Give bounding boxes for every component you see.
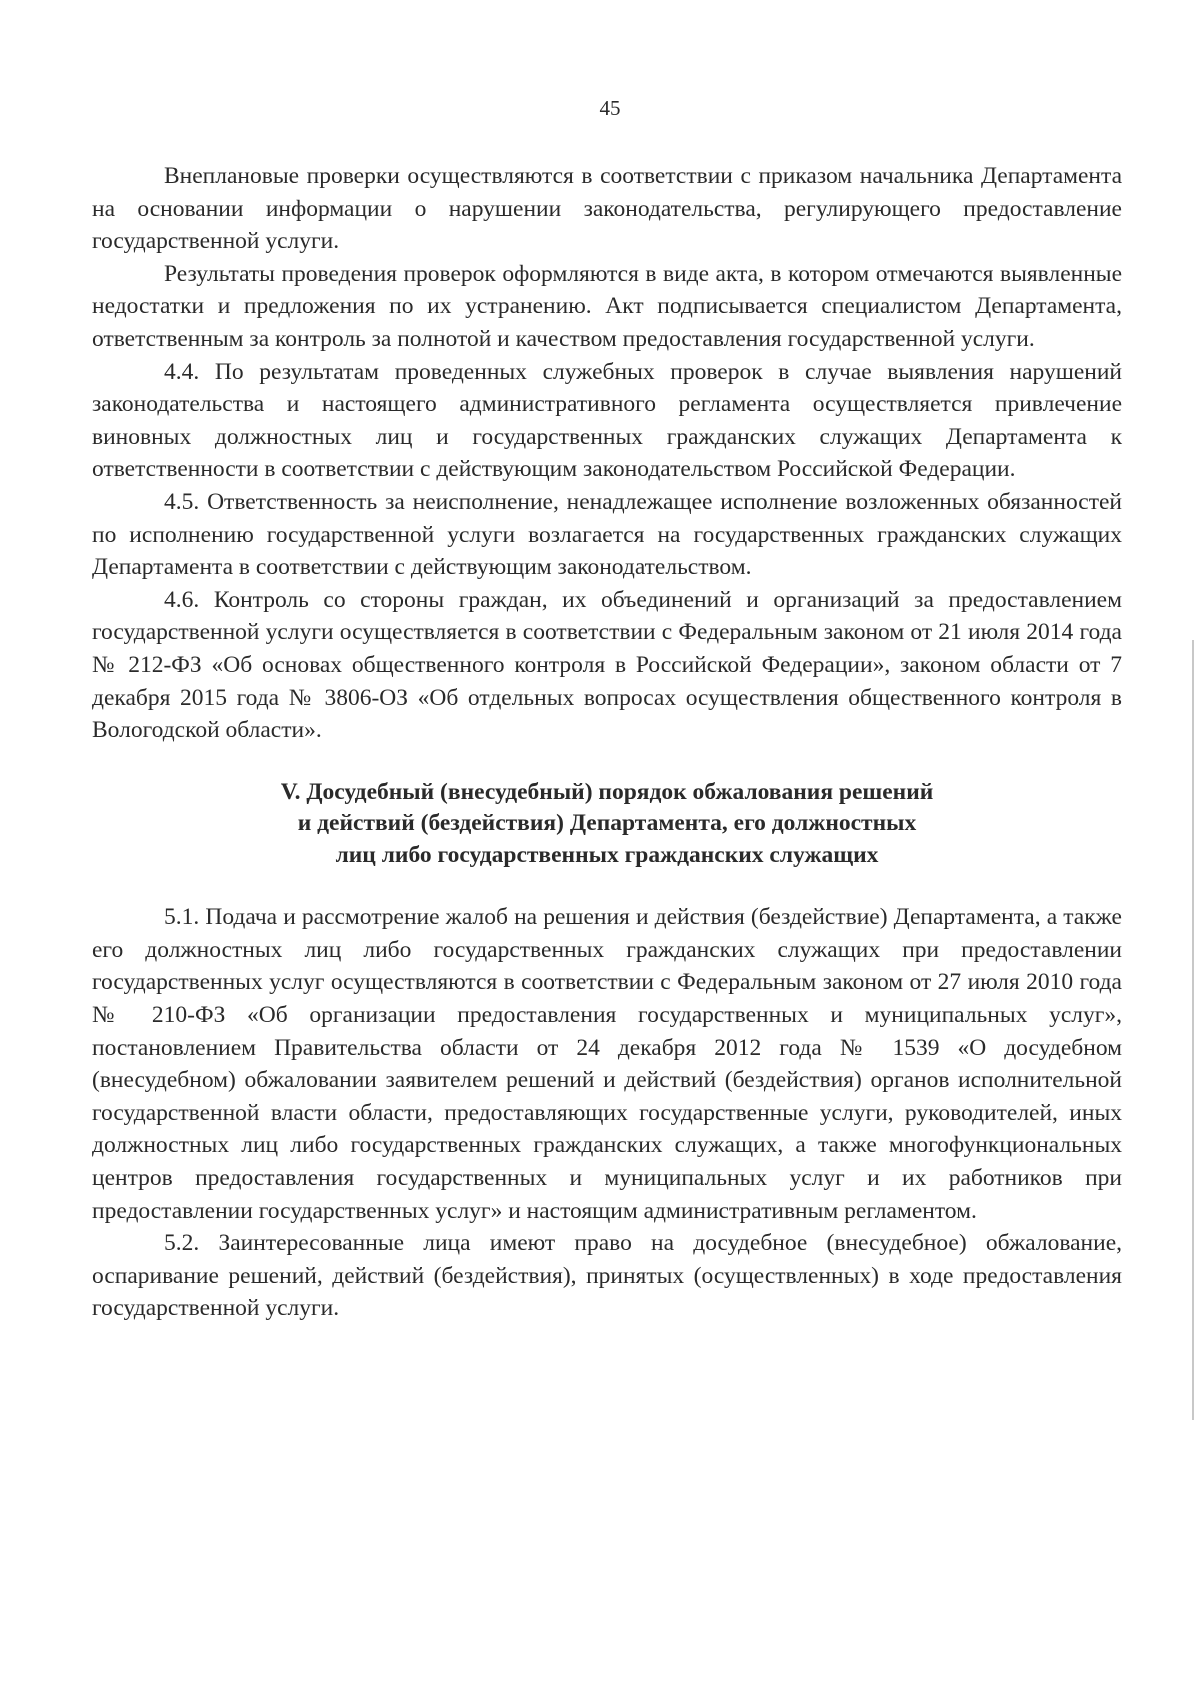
section-heading-line-2: и действий (бездействия) Департамента, его должностных	[297, 810, 917, 837]
paragraph-inspection-results: Результаты проведения проверок оформляются в виде акта, в котором отмечаются выявленные недостатки и предложения по их устранению. Акт подписывается специалистом Департамента, ответственным за контроль за полнотой и качеством предоставления государственной услуги.	[92, 260, 1122, 352]
paragraph-4-4: 4.4. По результатам проведенных служебных проверок в случае выявления нарушений законодательства и настоящего административного регламента осуществляется привлечение виновных должностных лиц и государственных гражданских служащих Департамента к ответственности в соответствии с действующим законодательством Российской Федерации.	[92, 358, 1122, 483]
section-heading-line-1: V. Досудебный (внесудебный) порядок обжалования решений	[280, 778, 934, 805]
paragraph-5-1: 5.1. Подача и рассмотрение жалоб на решения и действия (бездействие) Департамента, а также его должностных лиц либо государственных гражданских служащих при предоставлении государственных услуг осуществляются в соответствии с Федеральным законом от 27 июля 2010 года № 210-ФЗ «Об организации предоставления государственных и муниципальных услуг», постановлением Правительства области от 24 декабря 2012 года № 1539 «О досудебном (внесудебном) обжаловании заявителем решений и действий (бездействия) органов исполнительной государственной власти области, предоставляющих государственные услуги, руководителей, иных должностных лиц либо государственных гражданских служащих, а также многофункциональных центров предоставления государственных и муниципальных услуг и их работников при предоставлении государственных услуг» и настоящим административным регламентом.	[92, 904, 1122, 1224]
page-number: 45	[599, 96, 621, 120]
scan-margin-line	[1192, 640, 1194, 1420]
paragraph-4-5: 4.5. Ответственность за неисполнение, ненадлежащее исполнение возложенных обязанностей по исполнению государственной услуги возлагается на государственных гражданских служащих Департамента в соответствии с действующим законодательством.	[92, 488, 1122, 581]
paragraph-5-2: 5.2. Заинтересованные лица имеют право на досудебное (внесудебное) обжалование, оспаривание решений, действий (бездействия), принятых (осуществленных) в ходе предоставления государственной услуги.	[92, 1230, 1122, 1322]
document-body	[92, 160, 1122, 1325]
paragraph-unscheduled-inspections: Внеплановые проверки осуществляются в соответствии с приказом начальника Департамента на основании информации о нарушении законодательства, регулирующего предоставление государственной услуги.	[92, 163, 1122, 255]
paragraph-4-6: 4.6. Контроль со стороны граждан, их объединений и организаций за предоставлением государственной услуги осуществляется в соответствии с Федеральным законом от 21 июля 2014 года № 212-ФЗ «Об основах общественного контроля в Российской Федерации», законом области от 7 декабря 2015 года № 3806-ОЗ «Об отдельных вопросах осуществления общественного контроля в Вологодской области».	[92, 586, 1122, 744]
section-heading-line-3: лиц либо государственных гражданских служащих	[335, 841, 879, 868]
section-heading	[92, 777, 1122, 872]
